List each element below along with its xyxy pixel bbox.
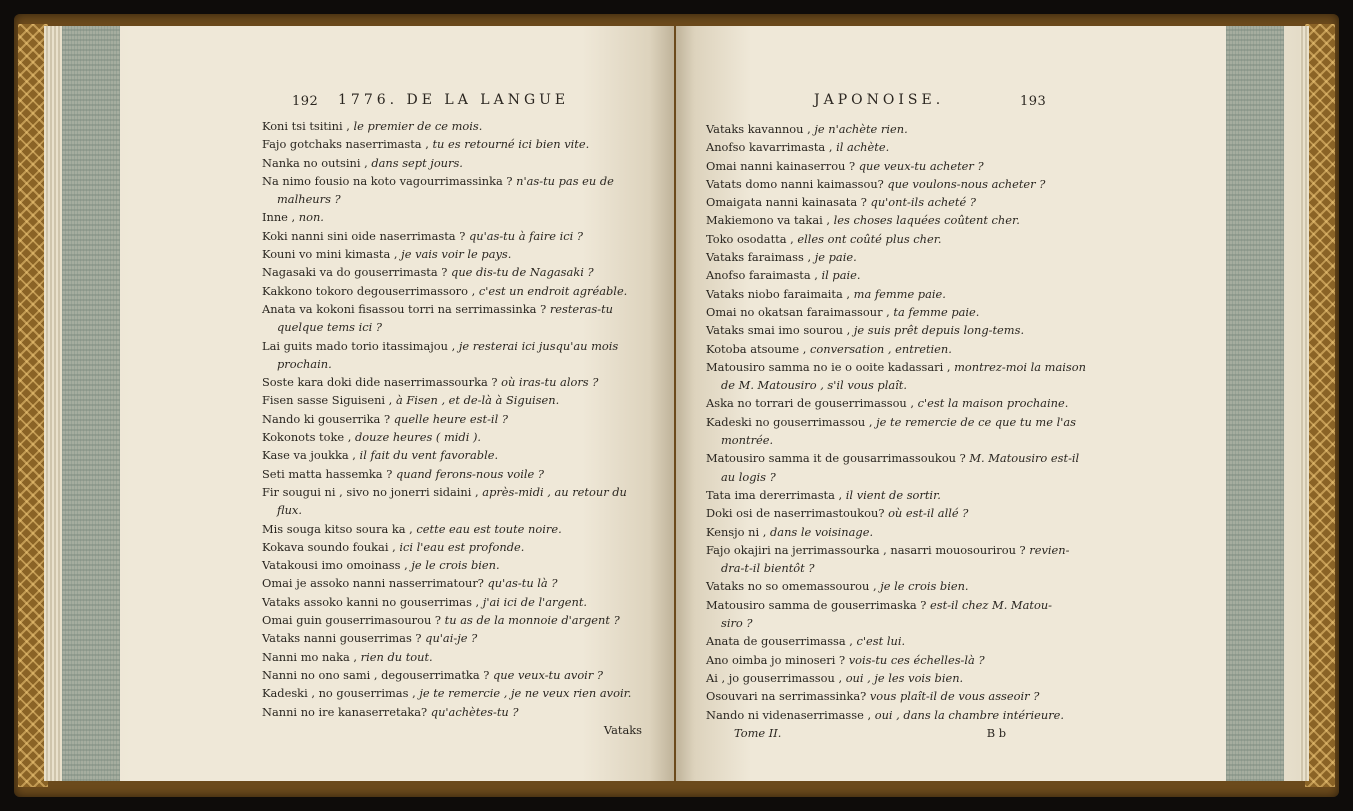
left-page-number: 192 [292, 94, 319, 109]
japanese-phrase: Seti matta hassemka ? [262, 466, 396, 481]
text-line [262, 391, 642, 409]
japanese-phrase: Vatats domo nanni kaimassou? [706, 176, 888, 191]
french-translation: montrée. [721, 433, 774, 448]
catchword: Vataks [603, 722, 642, 737]
japanese-phrase: Anofso faraimasta , [706, 268, 822, 283]
text-line [262, 428, 642, 446]
text-line [706, 559, 1046, 577]
french-translation: je le crois bien. [880, 579, 969, 594]
french-translation: ici l'eau est profonde. [399, 539, 525, 554]
text-line [706, 248, 1046, 266]
text-line [262, 465, 642, 483]
text-line [706, 413, 1076, 431]
text-line [706, 706, 1065, 724]
french-translation: quand ferons-nous voile ? [395, 466, 544, 481]
text-line [706, 285, 1046, 303]
japanese-phrase: Lai guits mado torio itassimajou , [262, 338, 459, 353]
text-line [262, 318, 642, 336]
japanese-phrase: Anata va kokoni fisassou torri na serrimassinka ? [262, 301, 550, 316]
french-translation: je le crois bien. [411, 558, 500, 573]
text-line [706, 157, 1046, 175]
text-line [262, 684, 642, 702]
text-line [262, 282, 642, 300]
text-line [706, 614, 1046, 632]
text-line [262, 135, 642, 153]
japanese-phrase: Kokonots toke , [262, 430, 355, 445]
text-line [262, 556, 642, 574]
text-line [262, 483, 642, 501]
french-translation: oui , je les vois bien. [845, 670, 964, 685]
japanese-phrase: Vataks kavannou , [706, 122, 815, 136]
left-running-head: 1776. DE LA LANGUE [338, 92, 570, 108]
french-translation: qu'as-tu à faire ici ? [468, 228, 583, 243]
french-translation: j'ai ici de l'argent. [482, 594, 588, 609]
french-translation: c'est lui. [856, 634, 906, 649]
french-translation: quelle heure est-il ? [393, 411, 508, 426]
french-translation: où iras-tu alors ? [501, 375, 599, 390]
japanese-phrase: Omai guin gouserrimasourou ? [262, 613, 445, 628]
french-translation: il achète. [836, 140, 890, 155]
japanese-phrase: Fajo gotchaks naserrimasta , [262, 137, 433, 152]
japanese-phrase: Matousiro samma no ie o ooite kadassari , [706, 359, 955, 374]
right-page-number: 193 [1020, 94, 1047, 109]
french-translation: le premier de ce mois. [353, 119, 483, 133]
french-translation: il paie. [821, 268, 861, 283]
french-translation: que dis-tu de Nagasaki ? [451, 265, 594, 280]
text-line [706, 541, 1070, 559]
text-line [262, 208, 642, 226]
french-translation: douze heures ( midi ). [355, 430, 482, 445]
japanese-phrase: Vataks no so omemassourou , [706, 579, 881, 594]
marbled-edge-right [1226, 26, 1284, 781]
right-running-head: JAPONOISE. [814, 92, 945, 108]
french-translation: ma femme paie. [853, 286, 946, 301]
text-line [706, 486, 1046, 504]
text-line [706, 687, 1046, 705]
japanese-phrase: Aska no torrari de gouserrimassou , [706, 396, 918, 411]
french-translation: dra-t-il bientôt ? [721, 561, 815, 576]
japanese-phrase: Kouni vo mini kimasta , [262, 247, 402, 262]
french-translation: ta femme paie. [893, 304, 980, 319]
text-line [706, 504, 1046, 522]
french-translation: je resterai ici jusqu'au mois [458, 338, 619, 353]
japanese-phrase: Osouvari na serrimassinka? [706, 689, 870, 704]
text-line [262, 703, 642, 721]
japanese-phrase: Fisen sasse Siguiseni , [262, 393, 396, 408]
japanese-phrase: Vataks niobo faraimaita , [706, 286, 854, 301]
japanese-phrase: Nando ki gouserrika ? [262, 411, 394, 426]
japanese-phrase: Nanni mo naka , [262, 649, 361, 664]
japanese-phrase: Fajo okajiri na jerrimassourka , nasarri mouosourirou ? [706, 542, 1030, 557]
text-line [706, 266, 1046, 284]
french-translation: je paie. [814, 250, 857, 265]
signature-mark: B b [986, 725, 1006, 740]
text-line [706, 321, 1046, 339]
text-line [706, 193, 1046, 211]
japanese-phrase: Kase va joukka , [262, 448, 360, 463]
french-translation: je n'achète rien. [814, 122, 908, 136]
text-line [706, 211, 1046, 229]
text-line [262, 154, 642, 172]
text-line [262, 593, 642, 611]
french-translation: les choses laquées coûtent cher. [833, 213, 1020, 228]
french-translation: qu'ai-je ? [425, 631, 478, 646]
french-translation: M. Matousiro est-il [969, 451, 1080, 466]
french-translation: est-il chez M. Matou- [930, 597, 1053, 612]
text-line [706, 340, 1046, 358]
text-line [262, 501, 642, 519]
text-line [262, 410, 642, 428]
japanese-phrase: Kensjo ni , [706, 524, 770, 539]
french-translation: montrez-moi la maison [954, 359, 1086, 374]
french-translation: dans le voisinage. [769, 524, 874, 539]
japanese-phrase: Tata ima dererrimasta , [706, 487, 846, 502]
french-translation: dans sept jours. [371, 155, 463, 170]
page-edges-left [44, 26, 64, 781]
text-line [706, 468, 1046, 486]
text-line [706, 577, 1046, 595]
french-translation: tu as de la monnoie d'argent ? [444, 613, 620, 628]
japanese-phrase: Makiemono va takai , [706, 213, 834, 228]
french-translation: je suis prêt depuis long-tems. [853, 323, 1025, 338]
french-translation: rien du tout. [360, 649, 433, 664]
french-translation: au logis ? [721, 469, 776, 484]
french-translation: n'as-tu pas eu de [516, 173, 614, 188]
text-line [262, 172, 642, 190]
japanese-phrase: Vataks smai imo sourou , [706, 323, 854, 338]
japanese-phrase: Nagasaki va do gouserrimasta ? [262, 265, 452, 280]
text-line [262, 117, 642, 135]
french-translation: à Fisen , et de-là à Siguisen. [395, 393, 560, 408]
french-translation: il fait du vent favorable. [359, 448, 499, 463]
japanese-phrase: Nanka no outsini , [262, 155, 372, 170]
french-translation: de M. Matousiro , s'il vous plaît. [721, 378, 907, 393]
text-line [262, 227, 642, 245]
french-translation: que veux-tu acheter ? [858, 158, 984, 173]
japanese-phrase: Vataks nanni gouserrimas ? [262, 631, 426, 646]
japanese-phrase: Omai nanni kainaserrou ? [706, 158, 859, 173]
japanese-phrase: Soste kara doki dide naserrimassourka ? [262, 375, 502, 390]
french-translation: je te remercie de ce que tu me l'as [876, 414, 1076, 429]
text-line [262, 245, 642, 263]
text-line [706, 632, 1046, 650]
text-line [706, 596, 1053, 614]
french-translation: où est-il allé ? [888, 506, 969, 521]
japanese-phrase: Mis souga kitso soura ka , [262, 521, 417, 536]
text-line [262, 300, 642, 318]
french-translation: cette eau est toute noire. [416, 521, 562, 536]
signature-line [706, 724, 1046, 742]
text-line [706, 358, 1086, 376]
japanese-phrase: Vatakousi imo omoinass , [262, 558, 412, 573]
french-translation: tu es retourné ici bien vite. [432, 137, 590, 152]
japanese-phrase: Nando ni videnaserrimasse , [706, 707, 875, 722]
french-translation: malheurs ? [277, 192, 341, 207]
gilt-border-right [1305, 24, 1335, 787]
french-translation: prochain. [277, 356, 332, 371]
japanese-phrase: Doki osi de naserrimastoukou? [706, 506, 889, 521]
text-line [706, 175, 1046, 193]
text-line [706, 431, 1046, 449]
text-line [706, 376, 1046, 394]
right-page-text [706, 120, 1086, 742]
text-line [262, 373, 642, 391]
japanese-phrase: Omai no okatsan faraimassour , [706, 304, 894, 319]
french-translation: vous plaît-il de vous asseoir ? [869, 689, 1040, 704]
japanese-phrase: Koki nanni sini oide naserrimasta ? [262, 228, 469, 243]
japanese-phrase: Ano oimba jo minoseri ? [706, 652, 849, 667]
text-line [706, 523, 1046, 541]
french-translation: revien- [1029, 542, 1070, 557]
french-translation: il vient de sortir. [845, 487, 941, 502]
french-translation: elles ont coûté plus cher. [797, 231, 942, 246]
text-line [262, 629, 642, 647]
french-translation: resteras-tu [549, 301, 614, 316]
text-line [706, 138, 1046, 156]
text-line [262, 263, 642, 281]
japanese-phrase: Nanni no ono sami , degouserrimatka ? [262, 667, 493, 682]
japanese-phrase: Omai je assoko nanni nasserrimatour? [262, 576, 488, 591]
text-line [262, 446, 642, 464]
french-translation: que voulons-nous acheter ? [887, 176, 1046, 191]
french-translation: oui , dans la chambre intérieure. [874, 707, 1065, 722]
text-line [262, 574, 642, 592]
japanese-phrase: Kakkono tokoro degouserrimassoro , [262, 283, 479, 298]
text-line [706, 303, 1046, 321]
japanese-phrase: Ai , jo gouserrimassou , [706, 670, 846, 685]
japanese-phrase: Kotoba atsoume , [706, 341, 811, 356]
marbled-edge-left [62, 26, 120, 781]
volume-mark: Tome II. [734, 725, 782, 740]
japanese-phrase: Kadeski , no gouserrimas , [262, 686, 420, 701]
french-translation: qu'ont-ils acheté ? [870, 195, 976, 210]
french-translation: flux. [277, 503, 302, 518]
text-line [262, 538, 642, 556]
french-translation: qu'as-tu là ? [487, 576, 558, 591]
french-translation: je vais voir le pays. [401, 247, 512, 262]
text-line [262, 666, 642, 684]
text-line [706, 120, 1046, 138]
text-line [706, 669, 1046, 687]
french-translation: quelque tems ici ? [277, 320, 382, 335]
japanese-phrase: Anofso kavarrimasta , [706, 140, 837, 155]
japanese-phrase: Omaigata nanni kainasata ? [706, 195, 871, 210]
text-line [262, 648, 642, 666]
japanese-phrase: Toko osodatta , [706, 231, 798, 246]
japanese-phrase: Anata de gouserrimassa , [706, 634, 857, 649]
french-translation: après-midi , au retour du [482, 484, 627, 499]
japanese-phrase: Matousiro samma de gouserrimaska ? [706, 597, 931, 612]
french-translation: que veux-tu avoir ? [492, 667, 603, 682]
french-translation: conversation , entretien. [810, 341, 952, 356]
text-line [262, 520, 642, 538]
text-line [706, 449, 1080, 467]
text-line [262, 611, 642, 629]
french-translation: non. [298, 210, 324, 225]
japanese-phrase: Inne , [262, 210, 299, 225]
french-translation: vois-tu ces échelles-là ? [848, 652, 985, 667]
japanese-phrase: Vataks faraimass , [706, 250, 815, 265]
text-line [262, 190, 642, 208]
french-translation: je te remercie , je ne veux rien avoir. [419, 686, 632, 701]
japanese-phrase: Nanni no ire kanaserretaka? [262, 704, 431, 719]
japanese-phrase: Koni tsi tsitini , [262, 119, 354, 133]
french-translation: c'est la maison prochaine. [917, 396, 1069, 411]
text-line [706, 651, 1046, 669]
japanese-phrase: Kadeski no gouserrimassou , [706, 414, 877, 429]
text-line [262, 355, 642, 373]
text-line [706, 230, 1046, 248]
text-line [706, 394, 1069, 412]
text-line [262, 337, 642, 355]
japanese-phrase: Fir sougui ni , sivo no jonerri sidaini , [262, 484, 483, 499]
japanese-phrase: Kokava soundo foukai , [262, 539, 400, 554]
japanese-phrase: Vataks assoko kanni no gouserrimas , [262, 594, 483, 609]
japanese-phrase: Matousiro samma it de gousarrimassoukou ? [706, 451, 970, 466]
french-translation: c'est un endroit agréable. [478, 283, 628, 298]
french-translation: siro ? [721, 616, 753, 631]
french-translation: qu'achètes-tu ? [430, 704, 519, 719]
japanese-phrase: Na nimo fousio na koto vagourrimassinka ? [262, 173, 517, 188]
left-page-text [262, 117, 642, 739]
